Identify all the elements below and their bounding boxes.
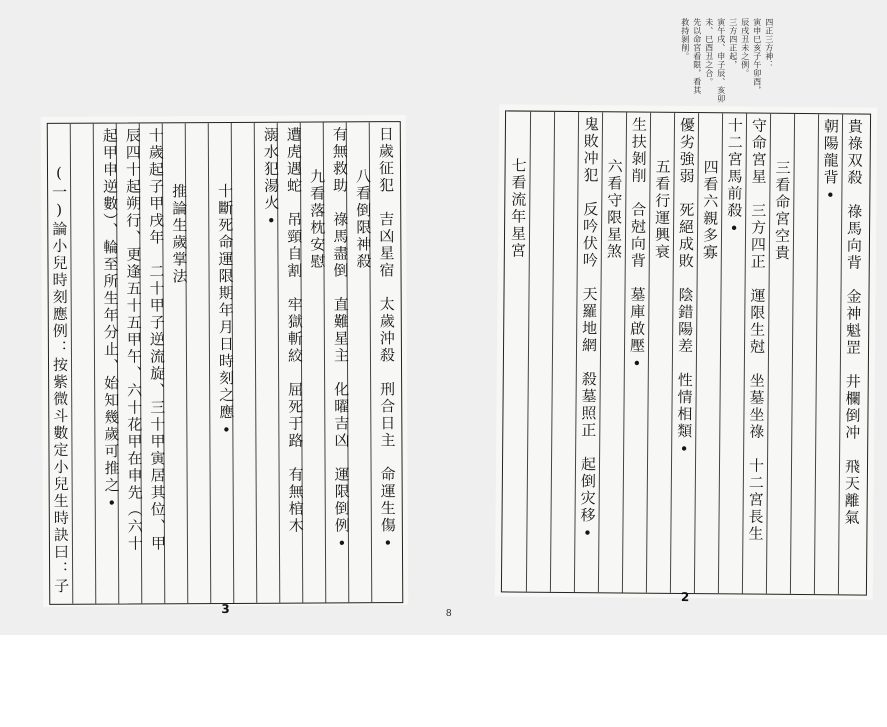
margin-note-3: 辰戌丑未之例。 — [740, 18, 750, 78]
right-heading-6: 六看守限星煞 — [604, 158, 624, 261]
right-col-5: 十二宮馬前殺• — [724, 117, 745, 240]
margin-note-4: 三方四正起， — [728, 18, 738, 69]
right-text-grid — [501, 110, 871, 595]
left-heading-9: 九看落枕安慰 — [307, 168, 327, 271]
left-heading-8: 八看倒限神殺 — [353, 168, 373, 271]
right-col-9: 生扶剝削 合尅向背 墓庫啟壓• — [627, 116, 649, 375]
page-number-right: 2 — [680, 589, 690, 605]
right-page — [495, 104, 877, 605]
margin-note-6: 未、巳酉丑之合。 — [704, 18, 714, 86]
left-col-12: 辰四十起朔行、更逢五十五甲午、六十花甲在申先（六十 — [123, 127, 145, 553]
right-col-4: 守命宮星 三方四正 運限生尅 坐墓坐祿 十二宮長生 — [746, 117, 769, 543]
left-page — [41, 115, 409, 617]
left-col-3: 有無救助 祿馬盡倒 直難星主 化曜吉凶 運限倒例• — [330, 126, 352, 555]
footer-number: 8 — [446, 608, 452, 619]
left-text-grid — [47, 121, 404, 605]
right-heading-7: 七看流年星宮 — [508, 157, 528, 260]
margin-note-1: 四正三方神： — [764, 18, 774, 69]
margin-note-2: 寅申巳亥子午卯酉， — [752, 18, 762, 95]
left-heading-zhang: 推論生歲掌法 — [170, 183, 189, 286]
left-col-11: 十歲起子甲戌年 二十甲子逆流旋、三十甲寅居其位、甲 — [146, 127, 168, 553]
left-col-13: 起甲申逆數）、輪至所生年分止、始知幾歲可推之• — [100, 127, 121, 515]
left-col-15: (一)論小兒時刻應例：按紫微斗數定小兒生時訣曰：子 — [49, 163, 71, 595]
right-col-11: 鬼敗冲犯 反吟伏吟 天羅地網 殺墓照正 起倒灾移• — [578, 116, 601, 545]
right-heading-5: 五看行運興衰 — [652, 158, 672, 261]
left-col-6: 溺水犯湯火• — [261, 126, 281, 232]
left-heading-10: 十斷死命運限期年月日時刻之應• — [216, 182, 236, 442]
right-col-1: 貴祿双殺 祿馬向背 金神魁罡 井欄倒冲 飛天離氣 — [842, 118, 865, 527]
margin-note-7: 先以命宮看限，看其 — [692, 18, 702, 95]
margin-note-5: 寅午戌、申子辰、亥卯 — [716, 18, 726, 103]
right-heading-3: 三看命宮空貴 — [772, 159, 792, 262]
page-number-left: 3 — [221, 601, 230, 617]
left-col-1: 日歲征犯 吉凶星宿 太歲沖殺 刑合日主 命運生傷• — [376, 126, 398, 555]
left-col-5: 遭虎遇蛇 吊頸自割 牢獄斬絞 屈死于路 有無棺木 — [284, 126, 305, 535]
right-col-2: 朝陽龍背• — [821, 118, 841, 207]
right-col-7: 優劣強弱 死絕成敗 陰錯陽差 性情相類• — [675, 116, 697, 461]
margin-note-8: 救持剝削。 — [680, 18, 690, 61]
right-heading-4: 四看六親多寡 — [700, 159, 720, 262]
